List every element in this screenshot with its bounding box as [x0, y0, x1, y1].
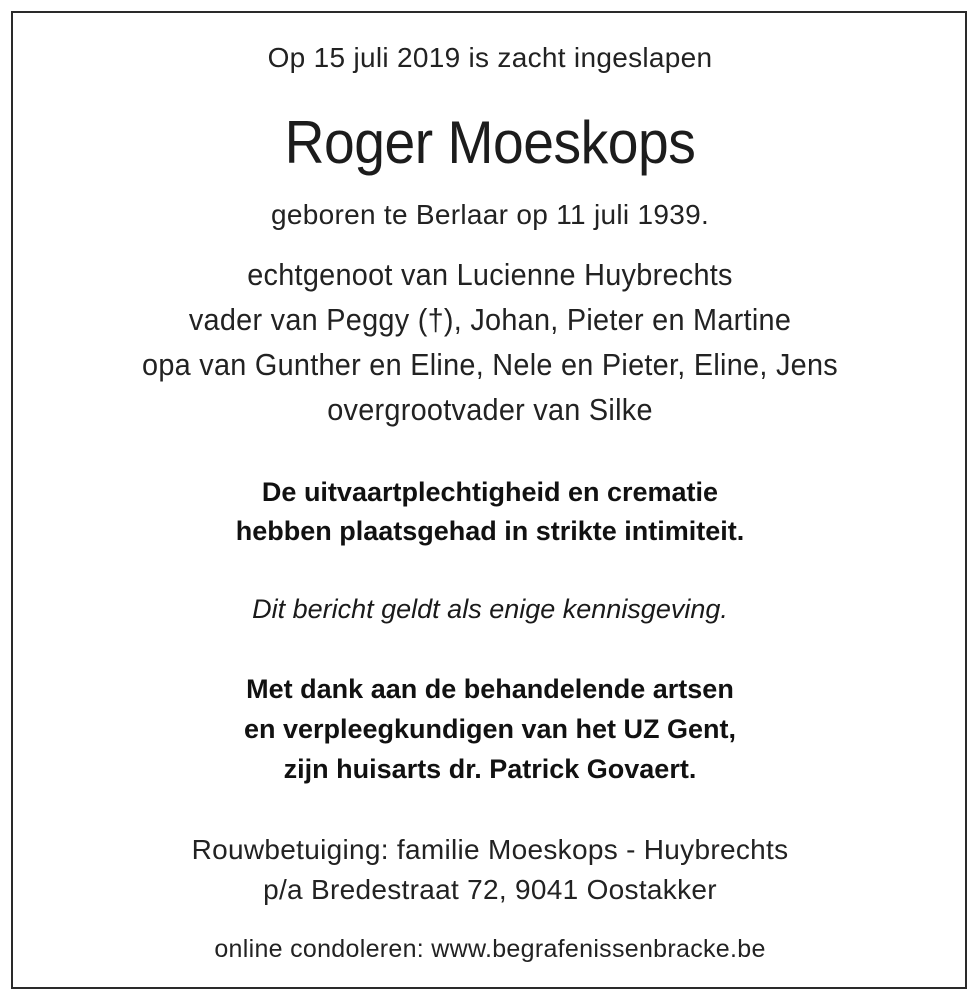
- ceremony-line-2: hebben plaatsgehad in strikte intimiteit.: [235, 516, 745, 546]
- condolence-family: Rouwbetuiging: familie Moeskops - Huybrechts: [191, 834, 789, 865]
- thanks-line-3: zijn huisarts dr. Patrick Govaert.: [283, 754, 697, 784]
- notice-statement: Dit bericht geldt als enige kennisgeving.: [252, 594, 728, 624]
- relation-grandchildren: opa van Gunther en Eline, Nele en Pieter, Eline, Jens: [142, 347, 838, 382]
- relation-children: vader van Peggy (†), Johan, Pieter en Martine: [188, 302, 792, 337]
- deceased-name: Roger Moeskops: [284, 109, 696, 176]
- relation-spouse: echtgenoot van Lucienne Huybrechts: [247, 257, 733, 292]
- ceremony-line-1: De uitvaartplechtigheid en crematie: [261, 477, 719, 507]
- condolence-address: p/a Bredestraat 72, 9041 Oostakker: [263, 874, 717, 905]
- intro-text: Op 15 juli 2019 is zacht ingeslapen: [267, 42, 713, 73]
- online-condolence-link: online condoleren: www.begrafenissenbracke.be: [214, 935, 766, 963]
- thanks-line-2: en verpleegkundigen van het UZ Gent,: [243, 714, 737, 744]
- birth-text: geboren te Berlaar op 11 juli 1939.: [270, 199, 710, 230]
- relation-great-grandchild: overgrootvader van Silke: [327, 392, 653, 427]
- thanks-line-1: Met dank aan de behandelende artsen: [246, 674, 734, 704]
